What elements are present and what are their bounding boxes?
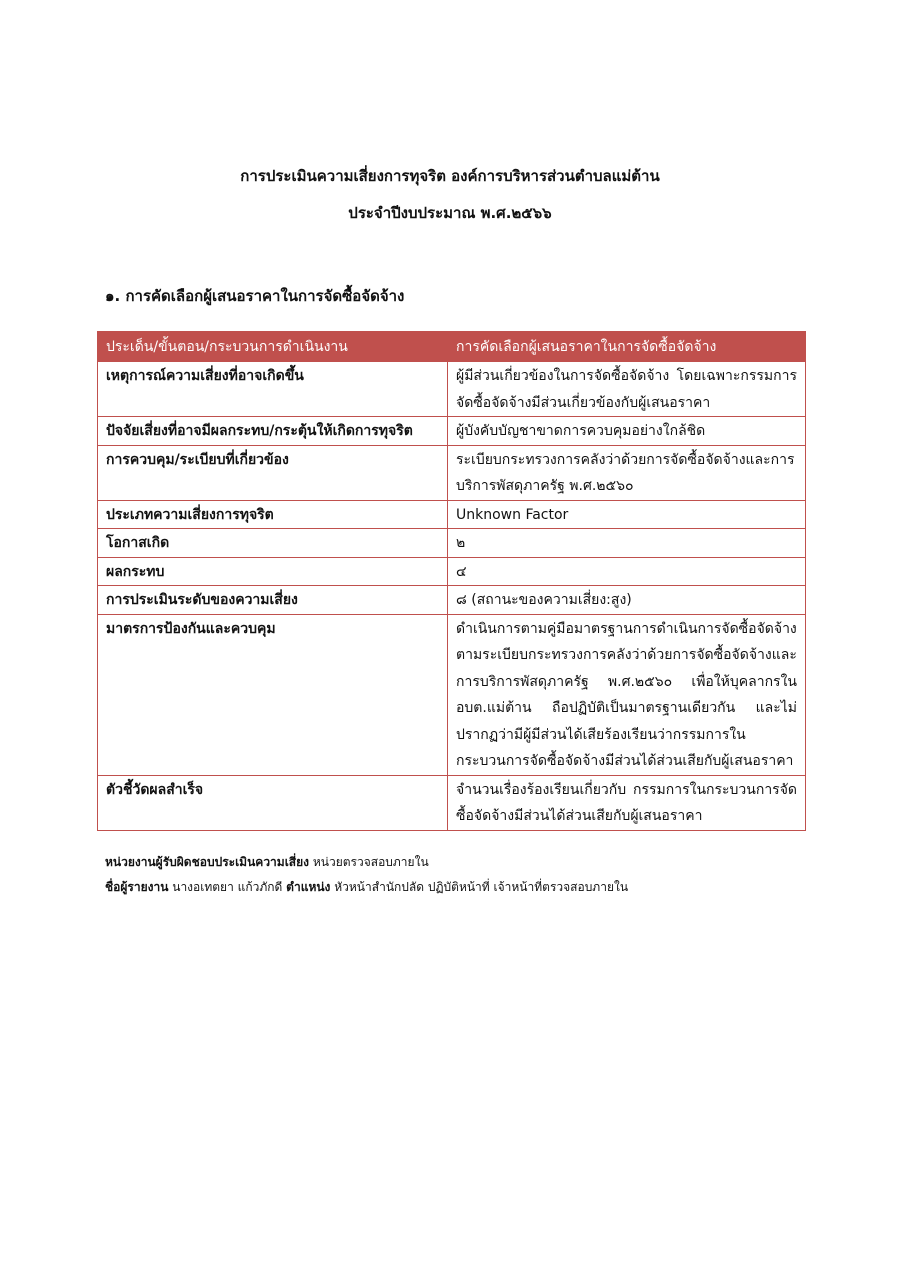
row-value-risk-event: ผู้มีส่วนเกี่ยวข้องในการจัดซื้อจัดจ้าง โดยเฉพาะกรรมการจัดซื้อจัดจ้างมีส่วนเกี่ยวข้องกับผู้เสนอราคา: [448, 362, 806, 417]
row-label-prevention-measures: มาตรการป้องกันและควบคุม: [98, 614, 448, 775]
reporter-name: นางอเทตยา แก้วภักดี: [172, 880, 283, 894]
row-value-risk-type: Unknown Factor: [448, 500, 806, 529]
fiscal-year-subtitle: ประจำปีงบประมาณ พ.ศ.๒๕๖๖: [348, 204, 552, 222]
table-row: [98, 529, 806, 558]
row-value-success-indicator: จำนวนเรื่องร้องเรียนเกี่ยวกับ กรรมการในกระบวนการจัดซื้อจัดจ้างมีส่วนได้ส่วนเสียกับผู้เสนอราคา: [448, 775, 806, 830]
table-row: [98, 557, 806, 586]
table-row: [98, 586, 806, 615]
row-label-risk-event: เหตุการณ์ความเสี่ยงที่อาจเกิดขึ้น: [98, 362, 448, 417]
row-value-impact: ๔: [448, 557, 806, 586]
row-value-likelihood: ๒: [448, 529, 806, 558]
reporter-label: ชื่อผู้รายงาน: [105, 880, 169, 894]
table-row: [98, 362, 806, 417]
position-value: หัวหน้าสำนักปลัด ปฏิบัติหน้าที่ เจ้าหน้าที่ตรวจสอบภายใน: [334, 880, 629, 894]
responsible-unit-label: หน่วยงานผู้รับผิดชอบประเมินความเสี่ยง: [105, 855, 310, 869]
row-label-risk-type: ประเภทความเสี่ยงการทุจริต: [98, 500, 448, 529]
table-row: [98, 500, 806, 529]
table-row: [98, 445, 806, 500]
row-label-success-indicator: ตัวชี้วัดผลสำเร็จ: [98, 775, 448, 830]
row-label-likelihood: โอกาสเกิด: [98, 529, 448, 558]
table-row: [98, 775, 806, 830]
table-row: [98, 614, 806, 775]
position-label: ตำแหน่ง: [286, 880, 331, 894]
header-process-name: การคัดเลือกผู้เสนอราคาในการจัดซื้อจัดจ้าง: [448, 332, 806, 362]
row-value-prevention-measures: ดำเนินการตามคู่มือมาตรฐานการดำเนินการจัดซื้อจัดจ้าง ตามระเบียบกระทรวงการคลังว่าด้วยการจัดซื้อจัดจ้างและการบริการพัสดุภาครัฐ พ.ศ.๒๕๖๐ เพื่อให้บุคลากรใน อบต.แม่ต้าน ถือปฏิบัติเป็นมาตรฐานเดียวกัน และไม่ปรากฏว่ามีผู้มีส่วนได้เสียร้องเรียนว่ากรรมการในกระบวนการจัดซื้อจัดจ้างมีส่วนได้ส่วนเสียกับผู้เสนอราคา: [448, 614, 806, 775]
section-heading: ๑. การคัดเลือกผู้เสนอราคาในการจัดซื้อจัดจ้าง: [105, 287, 405, 305]
reporter-line: [105, 878, 628, 896]
row-label-risk-factor: ปัจจัยเสี่ยงที่อาจมีผลกระทบ/กระตุ้นให้เกิดการทุจริต: [98, 417, 448, 446]
row-value-controls: ระเบียบกระทรวงการคลังว่าด้วยการจัดซื้อจัดจ้างและการบริการพัสดุภาครัฐ พ.ศ.๒๕๖๐: [448, 445, 806, 500]
responsible-unit-line: [105, 853, 429, 871]
row-label-risk-level: การประเมินระดับของความเสี่ยง: [98, 586, 448, 615]
row-label-impact: ผลกระทบ: [98, 557, 448, 586]
document-title: การประเมินความเสี่ยงการทุจริต องค์การบริหารส่วนตำบลแม่ต้าน: [240, 167, 660, 185]
risk-assessment-table: [97, 331, 806, 831]
responsible-unit-value: หน่วยตรวจสอบภายใน: [312, 855, 429, 869]
row-value-risk-level: ๘ (สถานะของความเสี่ยง:สูง): [448, 586, 806, 615]
table-row: [98, 417, 806, 446]
header-process-step: ประเด็น/ขั้นตอน/กระบวนการดำเนินงาน: [98, 332, 448, 362]
row-value-risk-factor: ผู้บังคับบัญชาขาดการควบคุมอย่างใกล้ชิด: [448, 417, 806, 446]
row-label-controls: การควบคุม/ระเบียบที่เกี่ยวข้อง: [98, 445, 448, 500]
table-header-row: [98, 332, 806, 362]
